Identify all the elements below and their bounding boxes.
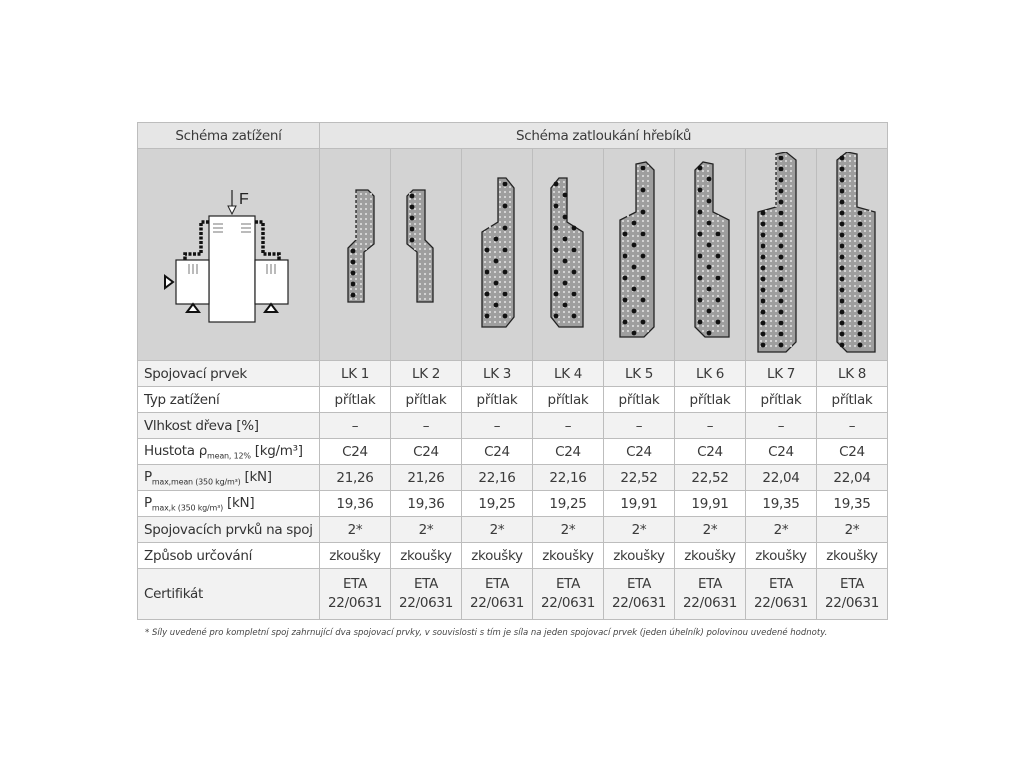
nail-dot: [351, 271, 356, 276]
nail-dot: [840, 299, 845, 304]
label-pmax-k: [138, 491, 320, 517]
nail-dot: [716, 298, 721, 303]
nail-dot: [858, 255, 863, 260]
label-pmax-k-unit: [kN]: [223, 494, 255, 511]
nail-dot: [641, 320, 646, 325]
nail-dot: [554, 292, 559, 297]
nail-dot: [503, 314, 508, 319]
nail-dot: [351, 293, 356, 298]
nail-dot: [761, 244, 766, 249]
nail-dot: [716, 254, 721, 259]
nail-dot: [840, 255, 845, 260]
nail-dot: [779, 299, 784, 304]
cell: 22,16: [533, 465, 604, 491]
nailing-scheme-lk6: [675, 149, 746, 361]
nail-dot: [641, 188, 646, 193]
nail-dot: [351, 260, 356, 265]
header-row: [138, 123, 888, 149]
nail-dot: [410, 238, 415, 243]
nail-dot: [707, 221, 712, 226]
nail-dot: [716, 232, 721, 237]
cell: C24: [462, 439, 533, 465]
nailing-scheme-lk4: [533, 149, 604, 361]
nail-dot: [641, 232, 646, 237]
nail-dot: [572, 226, 577, 231]
nail-dot: [563, 215, 568, 220]
row-method: [138, 543, 888, 569]
nail-dot: [632, 243, 637, 248]
nail-dot: [858, 266, 863, 271]
cell: 19,91: [675, 491, 746, 517]
nail-dot: [840, 233, 845, 238]
nail-dot: [761, 222, 766, 227]
cell: 2*: [320, 517, 391, 543]
label-pmax-mean-unit: [kN]: [240, 468, 272, 485]
cert-line1: ETA: [839, 576, 865, 592]
nail-dot: [840, 343, 845, 348]
nail-dot: [840, 277, 845, 282]
nail-dot: [779, 332, 784, 337]
cell: LK 5: [604, 361, 675, 387]
row-per-joint: [138, 517, 888, 543]
nail-dot: [858, 310, 863, 315]
nail-dot: [698, 298, 703, 303]
cell: [817, 569, 888, 620]
cert-line2: 22/0631: [825, 595, 879, 611]
nail-dot: [632, 265, 637, 270]
nail-dot: [779, 343, 784, 348]
label-density-sub: mean, 12%: [207, 451, 251, 461]
row-density: [138, 439, 888, 465]
nail-dot: [761, 233, 766, 238]
header-nailing-scheme: Schéma zatloukání hřebíků: [320, 123, 888, 149]
label-connector: Spojovací prvek: [138, 361, 320, 387]
nail-dot: [779, 277, 784, 282]
nail-dot: [494, 237, 499, 242]
nail-dot: [840, 167, 845, 172]
nail-dot: [632, 287, 637, 292]
cell: C24: [604, 439, 675, 465]
nail-dot: [707, 177, 712, 182]
cell: LK 3: [462, 361, 533, 387]
nail-dot: [779, 233, 784, 238]
nail-dot: [410, 227, 415, 232]
cell: přítlak: [675, 387, 746, 413]
cell: 2*: [391, 517, 462, 543]
nail-dot: [572, 270, 577, 275]
cell: 22,04: [746, 465, 817, 491]
label-method: Způsob určování: [138, 543, 320, 569]
nail-dot: [858, 233, 863, 238]
nail-dot: [840, 332, 845, 337]
nail-dot: [503, 270, 508, 275]
cell: 19,25: [462, 491, 533, 517]
cell: C24: [746, 439, 817, 465]
nail-dot: [641, 210, 646, 215]
nail-dot: [494, 303, 499, 308]
nail-dot: [563, 193, 568, 198]
cell: [320, 569, 391, 620]
cell: zkoušky: [533, 543, 604, 569]
cell: C24: [320, 439, 391, 465]
nail-dot: [623, 232, 628, 237]
nail-dot: [503, 226, 508, 231]
cell: LK 7: [746, 361, 817, 387]
nail-dot: [840, 321, 845, 326]
label-pmax-k-main: P: [144, 494, 152, 511]
cell: LK 6: [675, 361, 746, 387]
nailing-scheme-lk3: [462, 149, 533, 361]
cert-line2: 22/0631: [399, 595, 453, 611]
nail-dot: [707, 265, 712, 270]
cell: C24: [533, 439, 604, 465]
nail-dot: [554, 314, 559, 319]
cell: 19,36: [320, 491, 391, 517]
nailing-scheme-lk1: [320, 149, 391, 361]
nail-dot: [761, 310, 766, 315]
nail-dot: [779, 178, 784, 183]
nail-dot: [563, 259, 568, 264]
cell: –: [604, 413, 675, 439]
nail-dot: [858, 288, 863, 293]
cell: 19,36: [391, 491, 462, 517]
nail-dot: [351, 282, 356, 287]
cell: 2*: [675, 517, 746, 543]
nailing-scheme-lk2: [391, 149, 462, 361]
nail-dot: [779, 266, 784, 271]
cell: 2*: [746, 517, 817, 543]
cell: přítlak: [604, 387, 675, 413]
nail-dot: [707, 287, 712, 292]
nail-dot: [572, 314, 577, 319]
cert-line2: 22/0631: [683, 595, 737, 611]
nail-dot: [779, 156, 784, 161]
cell: LK 1: [320, 361, 391, 387]
cert-line1: ETA: [342, 576, 368, 592]
nail-dot: [641, 276, 646, 281]
nail-dot: [641, 254, 646, 259]
nail-dot: [761, 211, 766, 216]
nail-dot: [716, 320, 721, 325]
cert-line2: 22/0631: [470, 595, 524, 611]
cert-line1: ETA: [626, 576, 652, 592]
cell: 22,52: [604, 465, 675, 491]
nail-dot: [858, 244, 863, 249]
nail-dot: [840, 211, 845, 216]
nail-dot: [858, 299, 863, 304]
nail-dot: [485, 248, 490, 253]
label-load-type: Typ zatížení: [138, 387, 320, 413]
nail-dot: [554, 226, 559, 231]
load-scheme-cell: [138, 149, 320, 361]
nail-dot: [840, 288, 845, 293]
nail-dot: [503, 248, 508, 253]
nail-dot: [554, 270, 559, 275]
cell: [391, 569, 462, 620]
cell: –: [391, 413, 462, 439]
row-pmax-k: [138, 491, 888, 517]
nail-dot: [779, 244, 784, 249]
nail-dot: [563, 303, 568, 308]
cell: přítlak: [817, 387, 888, 413]
nail-dot: [563, 281, 568, 286]
nail-dot: [761, 321, 766, 326]
cell: 19,35: [746, 491, 817, 517]
nail-dot: [858, 277, 863, 282]
cell: zkoušky: [604, 543, 675, 569]
nail-dot: [858, 211, 863, 216]
nail-dot: [761, 277, 766, 282]
header-load-scheme: Schéma zatížení: [138, 123, 320, 149]
nail-dot: [707, 331, 712, 336]
nail-dot: [494, 281, 499, 286]
nail-dot: [779, 189, 784, 194]
cell: LK 4: [533, 361, 604, 387]
cert-line1: ETA: [697, 576, 723, 592]
nail-dot: [698, 232, 703, 237]
cell: [675, 569, 746, 620]
nail-dot: [503, 182, 508, 187]
cell: C24: [391, 439, 462, 465]
label-certificate: Certifikát: [138, 569, 320, 620]
nail-dot: [761, 299, 766, 304]
cell: LK 2: [391, 361, 462, 387]
nail-dot: [840, 266, 845, 271]
nail-dot: [761, 288, 766, 293]
nail-dot: [761, 255, 766, 260]
nailing-scheme-lk7: [746, 149, 817, 361]
nail-dot: [632, 309, 637, 314]
cell: 19,91: [604, 491, 675, 517]
cell: [462, 569, 533, 620]
nail-dot: [351, 249, 356, 254]
nail-dot: [716, 276, 721, 281]
nail-dot: [698, 210, 703, 215]
row-moisture: [138, 413, 888, 439]
nail-dot: [623, 320, 628, 325]
nail-dot: [707, 309, 712, 314]
nail-dot: [698, 276, 703, 281]
row-pmax-mean: [138, 465, 888, 491]
cell: C24: [817, 439, 888, 465]
label-moisture: Vlhkost dřeva [%]: [138, 413, 320, 439]
nail-dot: [840, 156, 845, 161]
label-pmax-mean-sub: max,mean (350 kg/m³): [151, 477, 241, 487]
force-label: F: [238, 190, 248, 208]
nail-dot: [623, 276, 628, 281]
cell: zkoušky: [675, 543, 746, 569]
nail-dot: [632, 221, 637, 226]
nail-dot: [858, 343, 863, 348]
cell: 2*: [533, 517, 604, 543]
nail-dot: [698, 254, 703, 259]
nail-dot: [840, 244, 845, 249]
specification-table: [137, 122, 888, 620]
nail-dot: [761, 343, 766, 348]
nail-dot: [840, 178, 845, 183]
nail-dot: [779, 211, 784, 216]
specification-table-wrapper: [137, 122, 887, 638]
cell: 19,25: [533, 491, 604, 517]
label-density-unit: [kg/m³]: [250, 442, 303, 459]
nail-dot: [563, 237, 568, 242]
nail-dot: [623, 298, 628, 303]
cell: –: [675, 413, 746, 439]
cert-line2: 22/0631: [612, 595, 666, 611]
cell: přítlak: [391, 387, 462, 413]
nail-dot: [779, 288, 784, 293]
label-density-main: Hustota ρ: [144, 442, 208, 459]
nail-dot: [840, 189, 845, 194]
label-per-joint: Spojovacích prvků na spoj: [138, 517, 320, 543]
nail-dot: [485, 270, 490, 275]
cell: 2*: [604, 517, 675, 543]
cell: přítlak: [320, 387, 391, 413]
nail-dot: [698, 166, 703, 171]
nail-dot: [761, 332, 766, 337]
nail-dot: [572, 292, 577, 297]
nailing-scheme-lk5: [604, 149, 675, 361]
cell: –: [533, 413, 604, 439]
cell: –: [320, 413, 391, 439]
nail-dot: [698, 188, 703, 193]
cell: přítlak: [746, 387, 817, 413]
nail-dot: [572, 248, 577, 253]
nail-dot: [779, 255, 784, 260]
nail-dot: [779, 167, 784, 172]
nail-dot: [707, 243, 712, 248]
nail-dot: [698, 320, 703, 325]
nail-dot: [779, 321, 784, 326]
cert-line2: 22/0631: [754, 595, 808, 611]
nail-dot: [779, 310, 784, 315]
nail-dot: [623, 254, 628, 259]
nail-dot: [554, 248, 559, 253]
nail-dot: [840, 200, 845, 205]
cell: C24: [675, 439, 746, 465]
cell: 2*: [817, 517, 888, 543]
nailing-scheme-lk8: [817, 149, 888, 361]
cell: –: [462, 413, 533, 439]
cell: zkoušky: [462, 543, 533, 569]
nail-dot: [641, 298, 646, 303]
nail-dot: [410, 194, 415, 199]
cert-line1: ETA: [484, 576, 510, 592]
cell: 22,04: [817, 465, 888, 491]
cell: 21,26: [320, 465, 391, 491]
nail-dot: [503, 292, 508, 297]
cell: 19,35: [817, 491, 888, 517]
cell: [746, 569, 817, 620]
nail-dot: [410, 205, 415, 210]
row-certificate: [138, 569, 888, 620]
cell: –: [746, 413, 817, 439]
nail-dot: [494, 259, 499, 264]
cell: –: [817, 413, 888, 439]
nail-dot: [858, 222, 863, 227]
nail-dot: [761, 266, 766, 271]
cert-line2: 22/0631: [541, 595, 595, 611]
nail-dot: [503, 204, 508, 209]
nail-dot: [840, 222, 845, 227]
nail-dot: [632, 331, 637, 336]
cert-line1: ETA: [413, 576, 439, 592]
cell: [604, 569, 675, 620]
cert-line1: ETA: [555, 576, 581, 592]
nail-dot: [779, 222, 784, 227]
cell: zkoušky: [746, 543, 817, 569]
nail-dot: [840, 310, 845, 315]
row-connector: [138, 361, 888, 387]
nail-dot: [485, 314, 490, 319]
nail-dot: [858, 332, 863, 337]
label-pmax-k-sub: max,k (350 kg/m³): [151, 503, 224, 513]
cell: zkoušky: [391, 543, 462, 569]
cell: 21,26: [391, 465, 462, 491]
nail-dot: [641, 166, 646, 171]
row-load-type: [138, 387, 888, 413]
nail-dot: [779, 200, 784, 205]
load-scheme-diagram: [149, 180, 309, 330]
cell: 22,52: [675, 465, 746, 491]
cert-line2: 22/0631: [328, 595, 382, 611]
nail-dot: [485, 292, 490, 297]
nail-dot: [554, 182, 559, 187]
cell: [533, 569, 604, 620]
footnote: * Síly uvedené pro kompletní spoj zahrnující dva spojovací prvky, v souvislosti s tím je síla na jeden spojovací prvek (jeden úhelník) polovinou uvedené hodnoty.: [145, 628, 828, 638]
cert-line1: ETA: [768, 576, 794, 592]
cell: LK 8: [817, 361, 888, 387]
nail-dot: [410, 216, 415, 221]
cell: přítlak: [533, 387, 604, 413]
label-pmax-mean: [138, 465, 320, 491]
cell: přítlak: [462, 387, 533, 413]
cell: 22,16: [462, 465, 533, 491]
cell: 2*: [462, 517, 533, 543]
nail-dot: [707, 199, 712, 204]
diagram-row: [138, 149, 888, 361]
cell: zkoušky: [817, 543, 888, 569]
nail-dot: [858, 321, 863, 326]
label-density: [138, 439, 320, 465]
label-pmax-mean-main: P: [144, 468, 152, 485]
nail-dot: [554, 204, 559, 209]
cell: zkoušky: [320, 543, 391, 569]
